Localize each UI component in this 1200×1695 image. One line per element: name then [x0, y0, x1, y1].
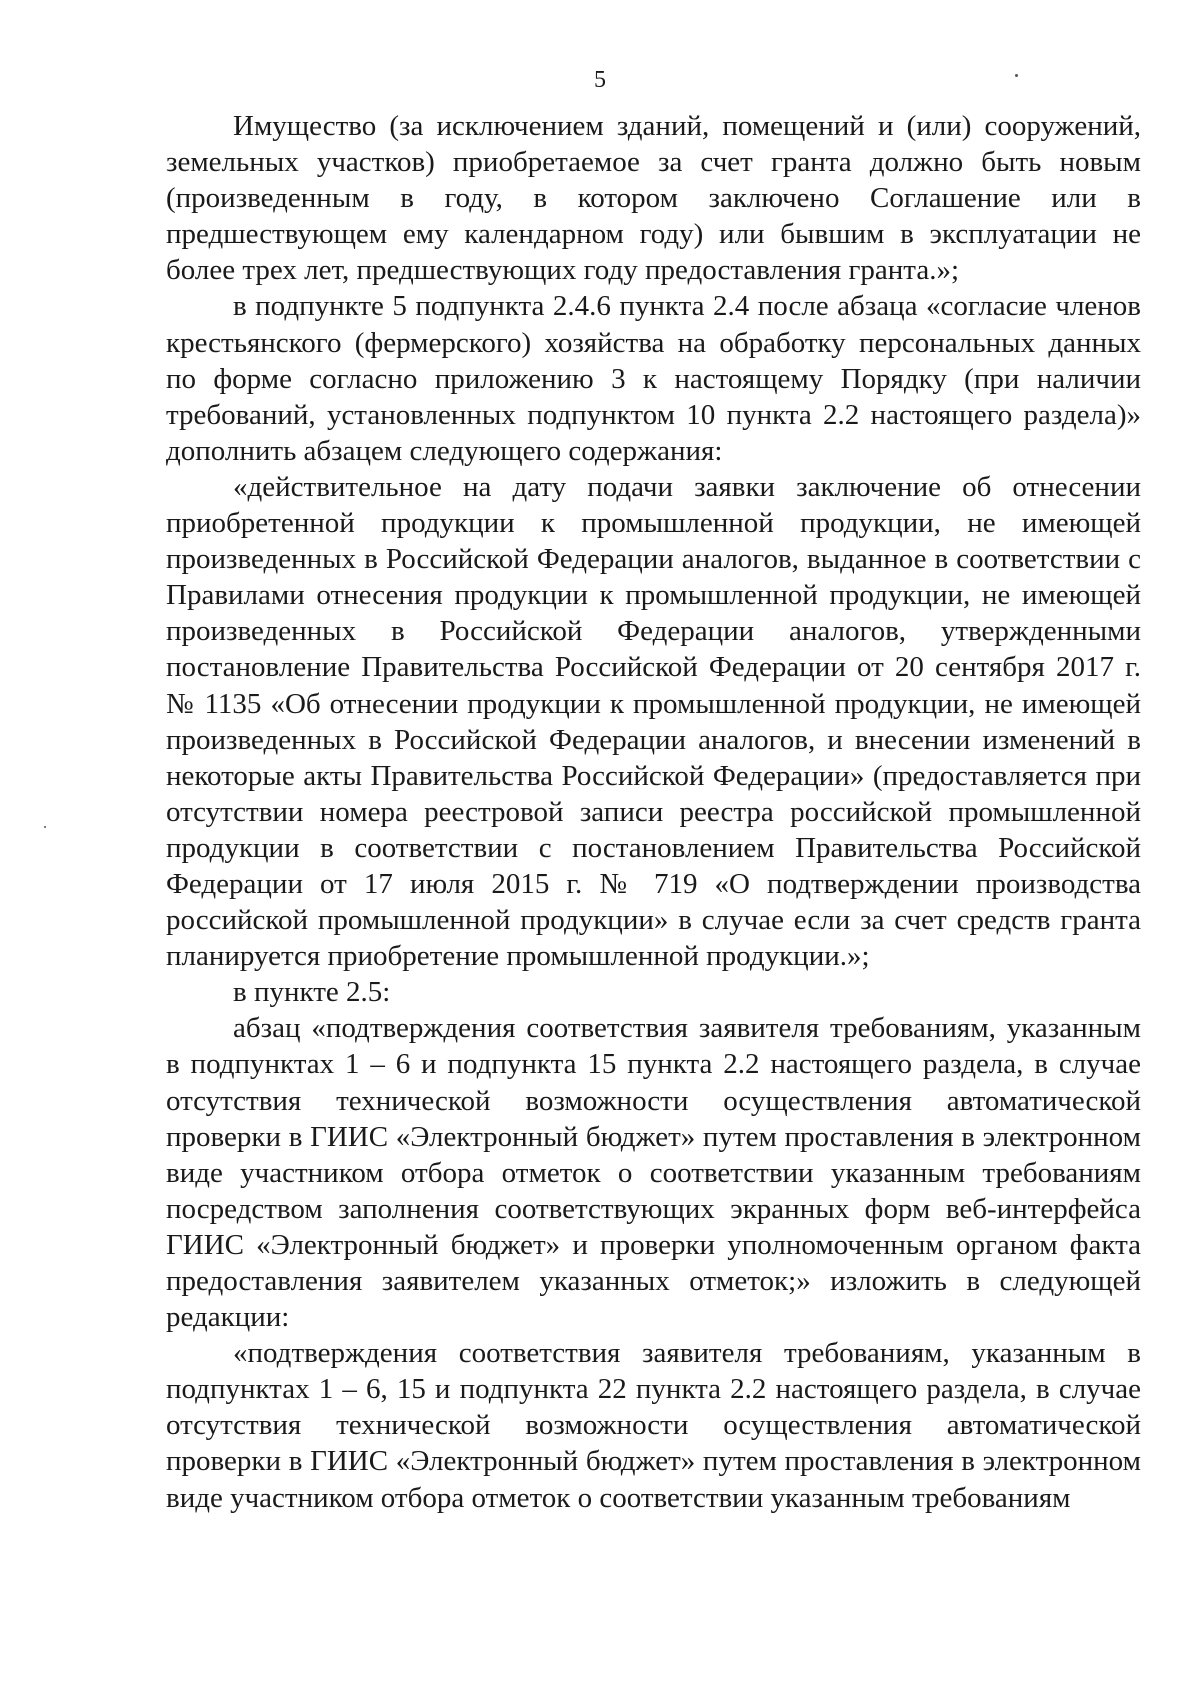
paragraph-old-wording: абзац «подтверждения соответствия заявителя требованиям, указанным в подпунктах 1 – 6 и подпункта 15 пункта 2.2 настоящего раздела, в случае отсутствия технической возможности осуществления автоматической проверки в ГИИС «Электронный бюджет» путем проставления в электронном виде участником отбора отметок о соответствии указанным требованиям посредством заполнения соответствующих экранных форм веб-интерфейса ГИИС «Электронный бюджет» и проверки уполномоченным органом факта предоставления заявителем указанных отметок;» изложить в следующей редакции:	[166, 1012, 1141, 1334]
page-number: 5	[594, 67, 606, 93]
paragraph-subclause-amendment: в подпункте 5 подпункта 2.4.6 пункта 2.4 после абзаца «согласие членов крестьянского (фермерского) хозяйства на обработку персональных данных по форме согласно приложению 3 к настоящему Порядку (при наличии требований, установленных подпунктом 10 пункта 2.2 настоящего раздела)» дополнить абзацем следующего содержания:	[166, 290, 1141, 467]
paragraph-property-requirements: Имущество (за исключением зданий, помещений и (или) сооружений, земельных участков) приобретаемое за счет гранта должно быть новым (произведенным в году, в котором заключено Соглашение или в предшествующем ему календарном году) или бывшим в эксплуатации не более трех лет, предшествующих году предоставления гранта.»;	[166, 110, 1141, 287]
paragraph-new-wording: «подтверждения соответствия заявителя требованиям, указанным в подпунктах 1 – 6, 15 и подпункта 22 пункта 2.2 настоящего раздела, в случае отсутствия технической возможности осуществления автоматической проверки в ГИИС «Электронный бюджет» путем проставления в электронном виде участником отбора отметок о соответствии указанным требованиям	[166, 1337, 1141, 1514]
paragraph-clause-2-5: в пункте 2.5:	[233, 976, 391, 1009]
scan-speck	[44, 826, 46, 828]
document-body	[166, 108, 1141, 1516]
paragraph-added-conclusion: «действительное на дату подачи заявки заключение об отнесении приобретенной продукции к промышленной продукции, не имеющей произведенных в Российской Федерации аналогов, выданное в соответствии с Правилами отнесения продукции к промышленной продукции, не имеющей произведенных в Российской Федерации аналогов, утвержденными постановление Правительства Российской Федерации от 20 сентября 2017 г. № 1135 «Об отнесении продукции к промышленной продукции, не имеющей произведенных в Российской Федерации аналогов, и внесении изменений в некоторые акты Правительства Российской Федерации» (предоставляется при отсутствии номера реестровой записи реестра российской промышленной продукции в соответствии с постановлением Правительства Российской Федерации от 17 июля 2015 г. № 719 «О подтверждении производства российской промышленной продукции» в случае если за счет средств гранта планируется приобретение промышленной продукции.»;	[166, 470, 1141, 973]
